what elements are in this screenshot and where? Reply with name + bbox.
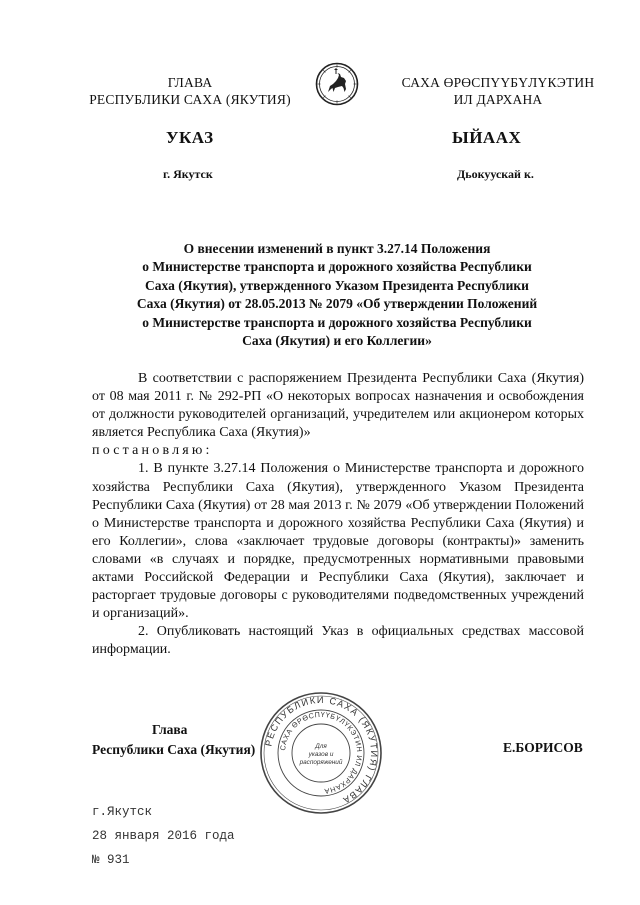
document-title bbox=[92, 240, 582, 350]
city-ru: г. Якутск bbox=[163, 167, 213, 181]
stamp-center-line2: указов и bbox=[308, 751, 334, 758]
title-line: Саха (Якутия), утвержденного Указом Президента Республики bbox=[145, 277, 529, 293]
stamp-center-line3: распоряжений bbox=[299, 759, 343, 766]
preamble-paragraph: В соответствии с распоряжением Президента Республики Саха (Якутия) от 08 мая 2011 г. № 292-РП «О некоторых вопросах назначения и освобождения от должности руководителей организаций, учредителем или акционером которых является Республика Саха (Якутия)» bbox=[92, 371, 584, 441]
footer-number: № 931 bbox=[92, 853, 130, 867]
signature-role-line1: Глава bbox=[152, 722, 188, 737]
header-right-line2: ИЛ ДАРХАНА bbox=[453, 92, 543, 107]
title-line: Саха (Якутия) от 28.05.2013 № 2079 «Об утверждении Положений bbox=[136, 296, 538, 312]
header-left-line2: РЕСПУБЛИКИ САХА (ЯКУТИЯ) bbox=[89, 92, 291, 107]
republic-emblem-icon bbox=[315, 62, 359, 106]
footer-city: г.Якутск bbox=[92, 805, 153, 819]
clause-2-paragraph: 2. Опубликовать настоящий Указ в официальных средствах массовой информации. bbox=[92, 624, 584, 658]
resolve-word: постановляю: bbox=[92, 443, 213, 459]
decree-title-ru: УКАЗ bbox=[166, 128, 214, 147]
title-line: о Министерстве транспорта и дорожного хозяйства Республики bbox=[142, 314, 532, 330]
footer-date: 28 января 2016 года bbox=[92, 829, 235, 843]
document-footer bbox=[92, 800, 235, 872]
stamp-ring-text: РЕСПУБЛИКИ САХА (ЯКУТИЯ) ГЛАВА bbox=[263, 694, 380, 806]
signature-role-line2: Республики Саха (Якутия) bbox=[92, 742, 256, 757]
stamp-inner-ring-text: САХА ӨРӨСПҮҮБҮЛҮКЭТИН ИЛ ДАРХАНА bbox=[278, 709, 365, 796]
clause-1-paragraph: 1. В пункте 3.27.14 Положения о Министерстве транспорта и дорожного хозяйства Республики Саха (Якутия), утвержденного Указом Президента Республики Саха (Якутия) от 28 мая 2013 г. № 2079 «Об утверждении Положений о Министерстве транспорта и дорожного хозяйства Республики Саха (Якутия) и его Коллегии», слова «заключает трудовые договоры (контракты)» заменить словами «в случаях и порядке, предусмотренных нормативными правовыми актами Российской Федерации и Республики Саха (Якутия), заключает и расторгает трудовые договоры с руководителями подведомственных учреждений и организаций». bbox=[92, 461, 584, 622]
header-left-line1: ГЛАВА bbox=[167, 75, 213, 90]
header-right bbox=[388, 74, 608, 108]
header-right-line1: САХА ӨРӨСПҮҮБҮЛҮКЭТИН bbox=[401, 75, 595, 90]
official-stamp bbox=[258, 690, 384, 816]
stamp-center-line1: Для bbox=[315, 743, 327, 750]
city-sakha: Дьокуускай к. bbox=[457, 167, 534, 181]
decree-title-sakha: ЫЙААХ bbox=[452, 128, 522, 147]
document-body bbox=[92, 370, 584, 660]
title-line: Саха (Якутия) и его Коллегии» bbox=[242, 333, 432, 349]
title-line: о Министерстве транспорта и дорожного хозяйства Республики bbox=[142, 259, 532, 275]
title-line: О внесении изменений в пункт 3.27.14 Положения bbox=[183, 241, 491, 256]
header-left bbox=[80, 74, 300, 108]
signature-name: Е.БОРИСОВ bbox=[503, 740, 583, 755]
